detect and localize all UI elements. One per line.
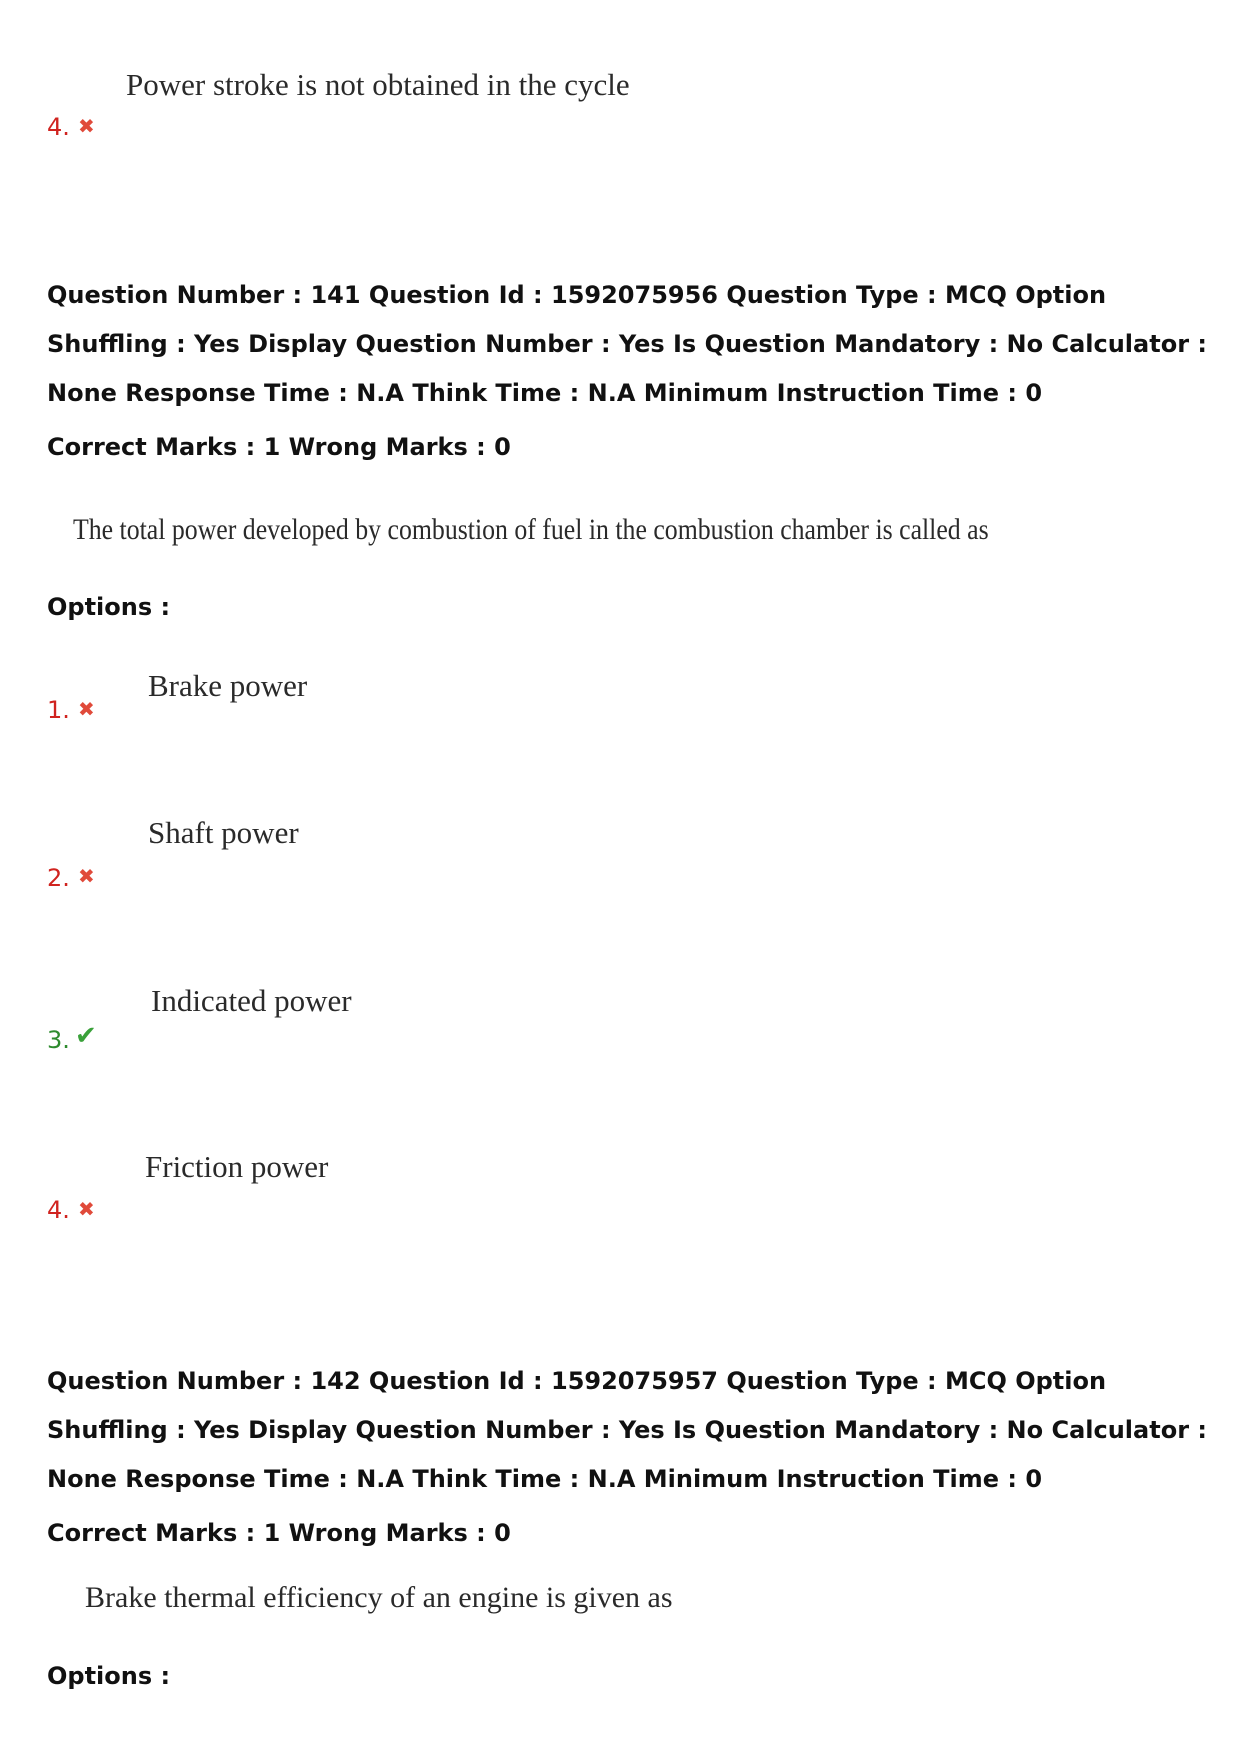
question-stem: The total power developed by combustion of fuel in the combustion chamber is called as — [73, 513, 989, 546]
cross-mark-icon: ✖ — [78, 114, 95, 138]
option-number: 4. — [47, 113, 70, 141]
option-number: 1. — [47, 696, 70, 724]
check-mark-icon: ✔ — [75, 1021, 97, 1051]
question-meta: Question Number : 142 Question Id : 1592075957 Question Type : MCQ Option Shuffling : Yes Display Question Number : Yes Is Question Mandatory : No Calculator : None Response Time : N.A Think Time : N.A Minimum Instruction Time : 0 — [47, 1367, 1207, 1493]
option-number: 3. — [47, 1026, 70, 1054]
cross-mark-icon: ✖ — [78, 697, 95, 721]
question-stem: Brake thermal efficiency of an engine is given as — [85, 1581, 673, 1614]
option-text: Brake power — [148, 668, 308, 703]
cross-mark-icon: ✖ — [78, 864, 95, 888]
cross-mark-icon: ✖ — [78, 1197, 95, 1221]
option-text: Power stroke is not obtained in the cycle — [126, 67, 630, 102]
question-meta: Question Number : 141 Question Id : 1592075956 Question Type : MCQ Option Shuffling : Yes Display Question Number : Yes Is Question Mandatory : No Calculator : None Response Time : N.A Think Time : N.A Minimum Instruction Time : 0 — [47, 281, 1207, 407]
option-text: Shaft power — [148, 815, 299, 850]
options-label: Options : — [47, 1662, 171, 1690]
option-number: 4. — [47, 1196, 70, 1224]
option-text: Indicated power — [151, 983, 352, 1018]
options-label: Options : — [47, 593, 171, 621]
marks-info: Correct Marks : 1 Wrong Marks : 0 — [47, 1519, 511, 1547]
option-number: 2. — [47, 864, 70, 892]
option-text: Friction power — [145, 1149, 329, 1184]
marks-info: Correct Marks : 1 Wrong Marks : 0 — [47, 433, 511, 461]
